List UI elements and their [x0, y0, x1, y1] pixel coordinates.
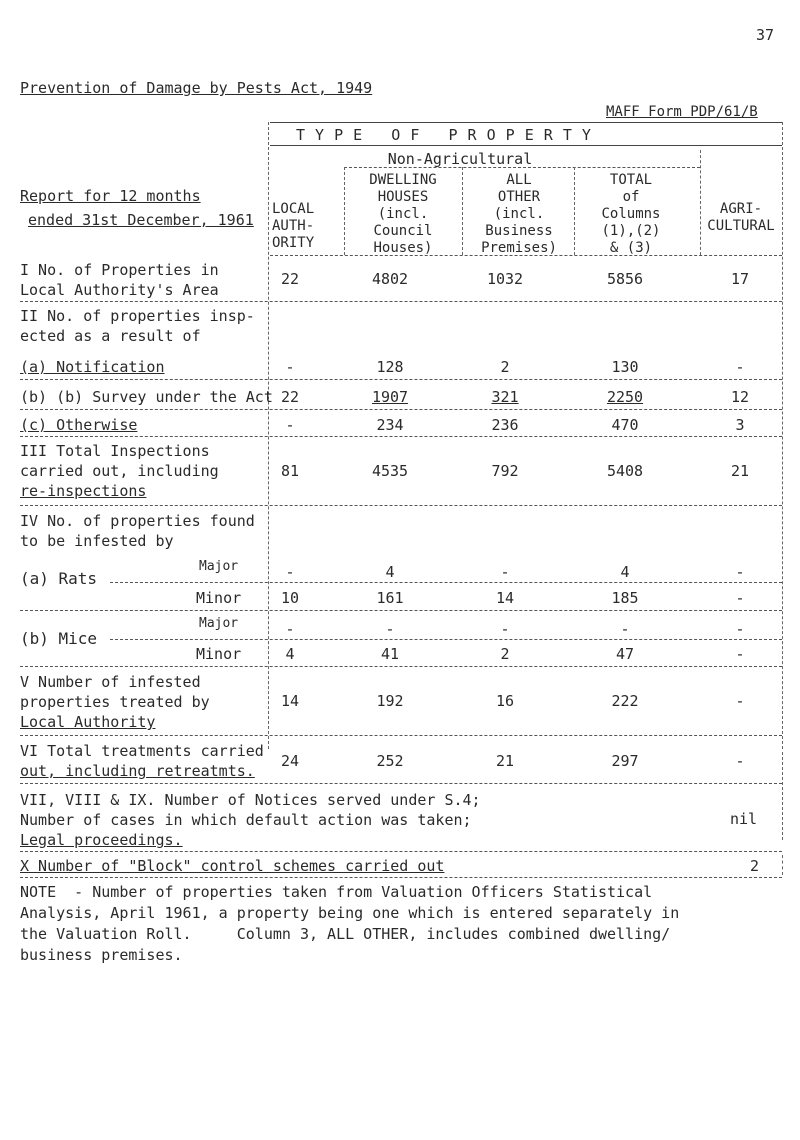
cell-total: 130 — [611, 358, 639, 376]
row-rule — [20, 735, 782, 736]
cell-all-other: - — [500, 563, 510, 581]
block-schemes-value: 2 — [750, 857, 760, 875]
row-rule — [20, 610, 782, 611]
row-rule — [110, 639, 782, 640]
cell-local-authority: 4 — [285, 645, 295, 663]
type-of-property-heading: T Y P E O F P R O P E R T Y — [296, 126, 592, 144]
cell-total: 470 — [611, 416, 639, 434]
row-rule — [20, 505, 782, 506]
cell-total: 222 — [611, 692, 639, 710]
row-label: II No. of properties insp- ected as a result of — [20, 307, 255, 345]
cell-agricultural: 12 — [730, 388, 750, 406]
act-title: Prevention of Damage by Pests Act, 1949 — [20, 79, 373, 97]
cell-agricultural: 21 — [730, 462, 750, 480]
row-label: (c) Otherwise — [20, 416, 138, 434]
cell-dwelling-houses: 41 — [380, 645, 400, 663]
row-rule — [110, 582, 782, 583]
divider-bottom-rows — [782, 752, 783, 840]
row-label: III Total Inspections carried out, including re-inspections — [20, 442, 219, 500]
cell-all-other: - — [500, 620, 510, 638]
cell-agricultural: - — [735, 563, 745, 581]
cell-dwelling-houses: 4 — [385, 563, 395, 581]
row-rule — [20, 666, 782, 667]
row-rule — [20, 436, 782, 437]
cell-total: 4 — [620, 563, 630, 581]
form-reference: MAFF Form PDP/61/B — [606, 104, 758, 120]
cell-total: 5856 — [606, 270, 644, 288]
cell-dwelling-houses: 1907 — [371, 388, 409, 406]
cell-total: 185 — [611, 589, 639, 607]
divider-header-col1 — [344, 167, 345, 255]
cell-local-authority: - — [285, 358, 295, 376]
row-rule — [20, 409, 782, 410]
rats-label: (a) Rats — [20, 569, 98, 588]
footnote: NOTE - Number of properties taken from Valuation Officers Statistical Analysis, April 1961, a property being one which is entered separately in the Valuation Roll. Column 3, ALL OTHER, includes combined dwelling/ business premises. — [20, 883, 680, 964]
cell-dwelling-houses: 234 — [376, 416, 404, 434]
report-period-line2: ended 31st December, 1961 — [28, 211, 254, 229]
cell-total: 2250 — [606, 388, 644, 406]
cell-agricultural: - — [735, 358, 745, 376]
cell-dwelling-houses: 252 — [376, 752, 404, 770]
cell-agricultural: - — [735, 752, 745, 770]
row-rule — [20, 851, 782, 852]
col-header-agricultural: AGRI- CULTURAL — [707, 201, 775, 234]
cell-agricultural: - — [735, 692, 745, 710]
cell-total: 47 — [615, 645, 635, 663]
cell-all-other: 792 — [491, 462, 519, 480]
cell-agricultural: 3 — [735, 416, 745, 434]
cell-all-other: 2 — [500, 645, 510, 663]
row-label-text: (b) Survey under the Act — [56, 388, 273, 406]
row-label: Major — [199, 559, 239, 574]
cell-all-other: 236 — [491, 416, 519, 434]
row-label: I No. of Properties in Local Authority's Area — [20, 261, 219, 299]
cell-dwelling-houses: 192 — [376, 692, 404, 710]
row-label: IV No. of properties found to be infested by — [20, 512, 255, 550]
row-rule — [20, 877, 782, 878]
row-label: Minor — [196, 645, 242, 663]
cell-dwelling-houses: 161 — [376, 589, 404, 607]
col-header-local-authority: LOCAL AUTH- ORITY — [272, 201, 315, 251]
row-label: V Number of infested properties treated by Local Authority — [20, 673, 210, 731]
divider-header-col2 — [462, 167, 463, 255]
cell-agricultural: 17 — [730, 270, 750, 288]
row-rule — [20, 379, 782, 380]
non-agricultural-heading: Non-Agricultural — [387, 150, 533, 168]
row-label: Major — [199, 616, 239, 631]
divider-right-edge — [782, 122, 783, 749]
cell-total: - — [620, 620, 630, 638]
header-nonag-rule — [344, 167, 700, 168]
header-type-rule — [270, 145, 782, 146]
row-label: X Number of "Block" control schemes carried out — [20, 857, 445, 875]
cell-local-authority: 22 — [280, 270, 300, 288]
header-top-rule — [270, 122, 782, 123]
cell-local-authority: - — [285, 620, 295, 638]
row-rule — [20, 301, 782, 302]
cell-total: 5408 — [606, 462, 644, 480]
row-label: Minor — [196, 589, 242, 607]
divider-header-col3 — [574, 167, 575, 255]
report-period-line1: Report for 12 months — [20, 187, 201, 205]
cell-local-authority: - — [285, 416, 295, 434]
cell-all-other: 16 — [495, 692, 515, 710]
cell-local-authority: 10 — [280, 589, 300, 607]
cell-dwelling-houses: 128 — [376, 358, 404, 376]
cell-agricultural: - — [735, 645, 745, 663]
col-header-total: TOTAL of Columns (1),(2) & (3) — [601, 172, 661, 256]
cell-dwelling-houses: 4535 — [371, 462, 409, 480]
cell-total: 297 — [611, 752, 639, 770]
page-number: 37 — [756, 26, 775, 44]
cell-all-other: 14 — [495, 589, 515, 607]
cell-local-authority: 81 — [280, 462, 300, 480]
cell-all-other: 2 — [500, 358, 510, 376]
cell-all-other: 21 — [495, 752, 515, 770]
col-header-all-other: ALL OTHER (incl. Business Premises) — [481, 172, 557, 256]
cell-agricultural: - — [735, 589, 745, 607]
mice-label: (b) Mice — [20, 629, 98, 648]
cell-all-other: 321 — [491, 388, 519, 406]
cell-agricultural: - — [735, 620, 745, 638]
row-label: VI Total treatments carried out, including retreatmts. — [20, 742, 264, 780]
row-rule — [20, 783, 782, 784]
row-label: VII, VIII & IX. Number of Notices served under S.4; Number of cases in which default action was taken; Legal proceedings. — [20, 791, 481, 849]
row-label: (a) Notification — [20, 358, 165, 376]
cell-local-authority: - — [285, 563, 295, 581]
cell-local-authority: 24 — [280, 752, 300, 770]
row-label: (b) (b) Survey under the Act — [20, 388, 273, 406]
cell-local-authority: 14 — [280, 692, 300, 710]
divider-header-col4 — [700, 150, 701, 255]
col-header-dwelling-houses: DWELLING HOUSES (incl. Council Houses) — [369, 172, 437, 256]
cell-all-other: 1032 — [486, 270, 524, 288]
notices-value: nil — [730, 810, 758, 828]
cell-dwelling-houses: 4802 — [371, 270, 409, 288]
cell-dwelling-houses: - — [385, 620, 395, 638]
cell-local-authority: 22 — [280, 388, 300, 406]
divider-right-edge-bottom — [782, 855, 783, 875]
